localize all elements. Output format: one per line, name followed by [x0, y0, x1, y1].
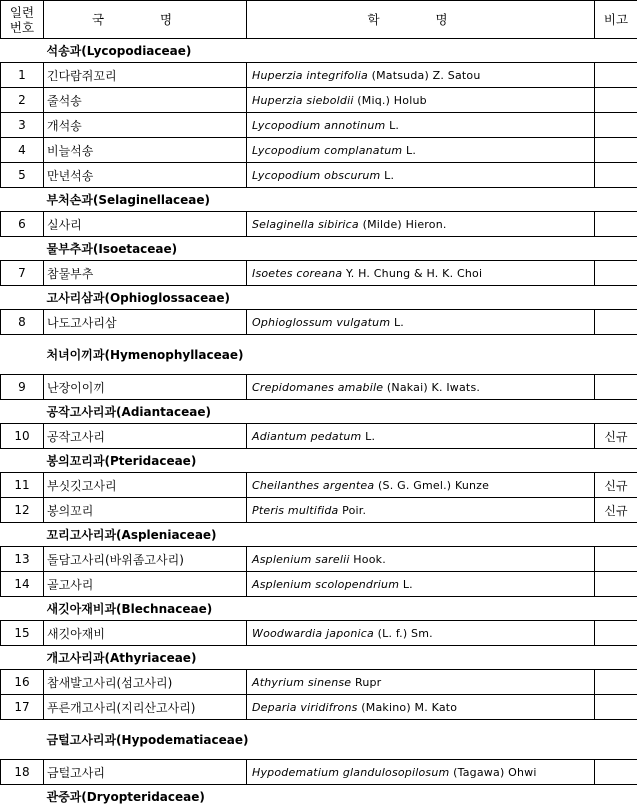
serial-number: 16 — [1, 670, 44, 695]
table-header-row — [1, 1, 637, 39]
serial-number: 7 — [1, 261, 44, 286]
scientific-name — [247, 375, 595, 400]
note-cell — [595, 63, 637, 88]
korean-name: 줄석송 — [44, 88, 247, 113]
table-row — [1, 261, 637, 286]
note-cell — [595, 375, 637, 400]
note-cell — [595, 695, 637, 720]
family-spacer — [1, 237, 44, 261]
author-citation: (Nakai) K. Iwats. — [383, 380, 481, 394]
note-cell — [595, 670, 637, 695]
serial-number: 8 — [1, 310, 44, 335]
note-cell: 신규 — [595, 424, 637, 449]
binomial-name: Pteris multifida — [252, 503, 339, 517]
serial-number: 13 — [1, 547, 44, 572]
family-spacer — [1, 449, 44, 473]
scientific-name — [247, 547, 595, 572]
binomial-name: Isoetes coreana — [252, 266, 343, 280]
korean-name: 개석송 — [44, 113, 247, 138]
author-citation: (L. f.) Sm. — [373, 626, 433, 640]
family-name: 금털고사리과(Hypodematiaceae) — [46, 733, 249, 747]
binomial-name: Cheilanthes argentea — [252, 478, 375, 492]
korean-name: 골고사리 — [44, 572, 247, 597]
binomial-name: Asplenium scolopendrium — [252, 577, 400, 591]
scientific-name — [247, 138, 595, 163]
author-citation: L. — [361, 429, 376, 443]
table-row — [1, 547, 637, 572]
note-cell — [595, 163, 637, 188]
korean-name: 실사리 — [44, 212, 247, 237]
scientific-name — [247, 310, 595, 335]
serial-number: 12 — [1, 498, 44, 523]
family-name: 처녀이끼과(Hymenophyllaceae) — [46, 348, 244, 362]
korean-name: 참물부추 — [44, 261, 247, 286]
table-row — [1, 138, 637, 163]
author-citation: (Matsuda) Z. Satou — [367, 68, 481, 82]
family-spacer — [1, 720, 44, 760]
family-row — [1, 597, 637, 621]
table-row — [1, 88, 637, 113]
table-row — [1, 63, 637, 88]
binomial-name: Athyrium sinense — [252, 675, 352, 689]
korean-name: 만년석송 — [44, 163, 247, 188]
family-spacer — [1, 523, 44, 547]
table-row — [1, 424, 637, 449]
note-cell — [595, 572, 637, 597]
family-spacer — [1, 597, 44, 621]
korean-name: 봉의꼬리 — [44, 498, 247, 523]
author-citation: (Makino) M. Kato — [357, 700, 458, 714]
serial-number: 11 — [1, 473, 44, 498]
table-row — [1, 212, 637, 237]
binomial-name: Huperzia integrifolia — [252, 68, 368, 82]
serial-number: 18 — [1, 760, 44, 785]
family-row — [1, 523, 637, 547]
scientific-name — [247, 63, 595, 88]
table-row — [1, 695, 637, 720]
korean-name: 나도고사리삼 — [44, 310, 247, 335]
binomial-name: Deparia viridifrons — [252, 700, 358, 714]
note-cell — [595, 310, 637, 335]
author-citation: Poir. — [338, 503, 367, 517]
korean-name: 비늘석송 — [44, 138, 247, 163]
binomial-name: Adiantum pedatum — [252, 429, 362, 443]
scientific-name — [247, 212, 595, 237]
author-citation: Y. H. Chung & H. K. Choi — [342, 266, 483, 280]
family-name: 공작고사리과(Adiantaceae) — [46, 405, 211, 419]
note-cell — [595, 88, 637, 113]
family-row — [1, 335, 637, 375]
binomial-name: Ophioglossum vulgatum — [252, 315, 391, 329]
serial-number: 6 — [1, 212, 44, 237]
family-spacer — [1, 39, 44, 63]
family-spacer — [1, 335, 44, 375]
serial-number: 3 — [1, 113, 44, 138]
family-spacer — [1, 286, 44, 310]
scientific-name — [247, 621, 595, 646]
header-serial-line1: 일련 — [9, 4, 35, 20]
family-name: 석송과(Lycopodiaceae) — [46, 44, 192, 58]
binomial-name: Lycopodium annotinum — [252, 118, 386, 132]
table-row — [1, 572, 637, 597]
note-cell — [595, 547, 637, 572]
family-name: 고사리삼과(Ophioglossaceae) — [46, 291, 230, 305]
author-citation: L. — [402, 143, 417, 157]
serial-number: 15 — [1, 621, 44, 646]
family-row — [1, 449, 637, 473]
header-note: 비고 — [595, 1, 637, 39]
korean-name: 난장이이끼 — [44, 375, 247, 400]
binomial-name: Asplenium sarelii — [252, 552, 350, 566]
author-citation: (Milde) Hieron. — [358, 217, 447, 231]
family-row — [1, 785, 637, 809]
note-cell — [595, 760, 637, 785]
header-korean-name-label: 국 명 — [91, 12, 199, 27]
table-row — [1, 621, 637, 646]
scientific-name — [247, 424, 595, 449]
note-cell: 신규 — [595, 473, 637, 498]
family-name: 물부추과(Isoetaceae) — [46, 242, 178, 256]
species-table-body — [1, 1, 637, 809]
korean-name: 공작고사리 — [44, 424, 247, 449]
scientific-name — [247, 760, 595, 785]
header-serial-line2: 번호 — [9, 19, 35, 35]
family-name: 새깃아재비과(Blechnaceae) — [46, 602, 213, 616]
family-spacer — [1, 188, 44, 212]
family-name: 부처손과(Selaginellaceae) — [46, 193, 211, 207]
scientific-name — [247, 695, 595, 720]
serial-number: 14 — [1, 572, 44, 597]
author-citation: (Tagawa) Ohwi — [449, 765, 537, 779]
note-cell: 신규 — [595, 498, 637, 523]
korean-name: 부싯깃고사리 — [44, 473, 247, 498]
korean-name: 금털고사리 — [44, 760, 247, 785]
korean-name: 푸른개고사리(지리산고사리) — [44, 695, 247, 720]
family-name: 꼬리고사리과(Aspleniaceae) — [46, 528, 217, 542]
scientific-name — [247, 498, 595, 523]
note-cell — [595, 621, 637, 646]
author-citation: L. — [380, 168, 395, 182]
family-row — [1, 646, 637, 670]
author-citation: L. — [385, 118, 400, 132]
serial-number: 10 — [1, 424, 44, 449]
family-name: 봉의꼬리과(Pteridaceae) — [46, 454, 197, 468]
family-row — [1, 188, 637, 212]
family-spacer — [1, 400, 44, 424]
table-row — [1, 375, 637, 400]
scientific-name — [247, 670, 595, 695]
scientific-name — [247, 572, 595, 597]
binomial-name: Crepidomanes amabile — [252, 380, 384, 394]
note-cell — [595, 113, 637, 138]
korean-name: 돌담고사리(바위좀고사리) — [44, 547, 247, 572]
author-citation: (Miq.) Holub — [353, 93, 427, 107]
table-row — [1, 498, 637, 523]
korean-name: 새깃아재비 — [44, 621, 247, 646]
table-row — [1, 310, 637, 335]
binomial-name: Huperzia sieboldii — [252, 93, 354, 107]
scientific-name — [247, 88, 595, 113]
author-citation: Rupr — [351, 675, 382, 689]
scientific-name — [247, 473, 595, 498]
family-row — [1, 39, 637, 63]
family-row — [1, 286, 637, 310]
note-cell — [595, 261, 637, 286]
family-spacer — [1, 785, 44, 809]
table-row — [1, 163, 637, 188]
serial-number: 17 — [1, 695, 44, 720]
binomial-name: Lycopodium obscurum — [252, 168, 381, 182]
scientific-name — [247, 163, 595, 188]
table-row — [1, 473, 637, 498]
family-row — [1, 720, 637, 760]
korean-name: 긴다람쥐꼬리 — [44, 63, 247, 88]
serial-number: 2 — [1, 88, 44, 113]
binomial-name: Selaginella sibirica — [252, 217, 359, 231]
serial-number: 1 — [1, 63, 44, 88]
scientific-name — [247, 113, 595, 138]
header-scientific-name-label: 학 명 — [367, 12, 474, 27]
table-row — [1, 113, 637, 138]
family-name: 개고사리과(Athyriaceae) — [46, 651, 197, 665]
korean-name: 참새발고사리(섬고사리) — [44, 670, 247, 695]
binomial-name: Hypodematium glandulosopilosum — [252, 765, 450, 779]
note-cell — [595, 138, 637, 163]
author-citation: L. — [399, 577, 413, 591]
binomial-name: Lycopodium complanatum — [252, 143, 403, 157]
serial-number: 4 — [1, 138, 44, 163]
header-korean-name — [44, 1, 247, 39]
scientific-name — [247, 261, 595, 286]
header-scientific-name — [247, 1, 595, 39]
serial-number: 5 — [1, 163, 44, 188]
table-row — [1, 670, 637, 695]
serial-number: 9 — [1, 375, 44, 400]
header-serial-number — [1, 1, 44, 39]
family-row — [1, 400, 637, 424]
family-name: 관중과(Dryopteridaceae) — [46, 790, 205, 805]
author-citation: Hook. — [349, 552, 386, 566]
table-row — [1, 760, 637, 785]
binomial-name: Woodwardia japonica — [252, 626, 374, 640]
note-cell — [595, 212, 637, 237]
family-spacer — [1, 646, 44, 670]
author-citation: L. — [390, 315, 405, 329]
family-row — [1, 237, 637, 261]
author-citation: (S. G. Gmel.) Kunze — [374, 478, 490, 492]
